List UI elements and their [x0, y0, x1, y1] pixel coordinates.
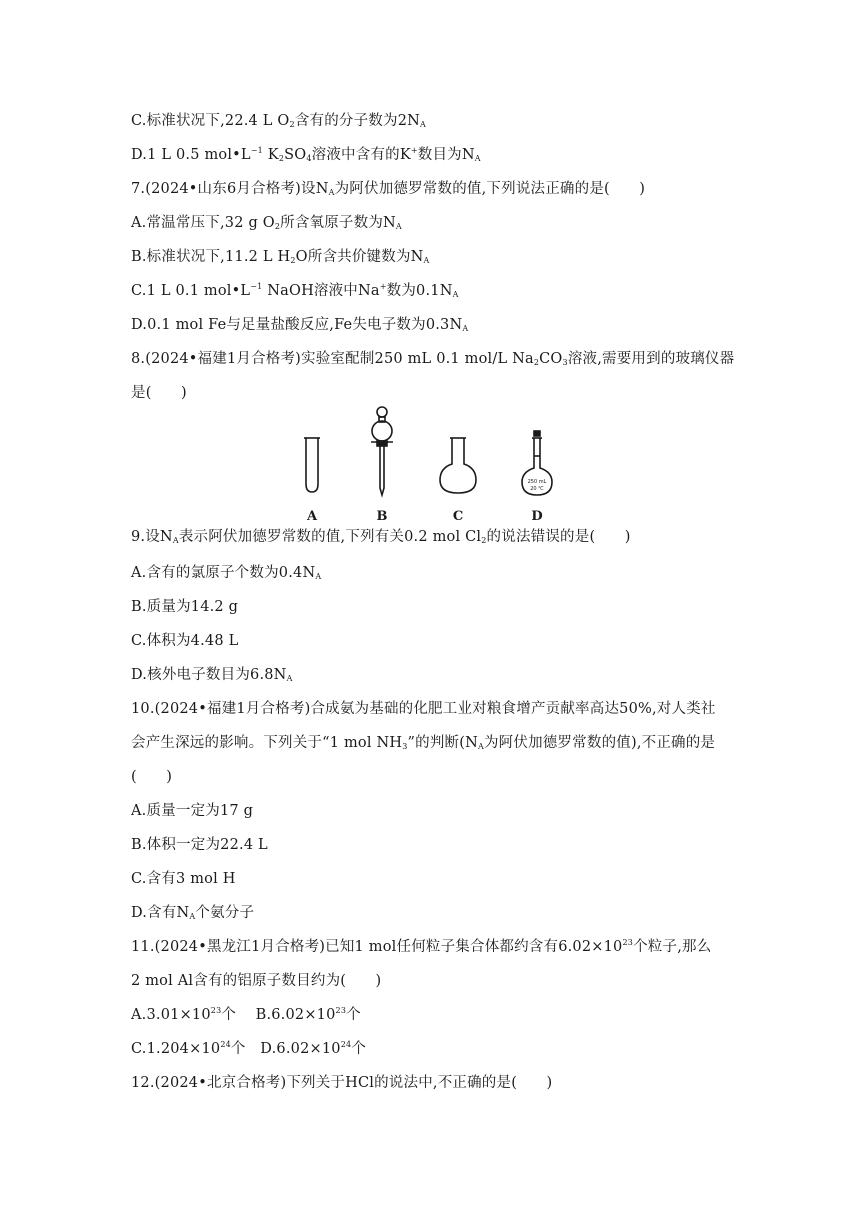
options-11cd: $C.1.204\times 10^{24}$个 $D.6.02\times 10^{24}$个	[131, 1040, 367, 1057]
flask-temp-label: 20 ℃	[530, 486, 544, 492]
question-8-cont: 是( )	[131, 385, 187, 401]
glassware-figure	[290, 400, 570, 525]
question-10: 10.(2024•福建1月合格考)合成氨为基础的化肥工业对粮食增产贡献率高达50%,对人类社	[131, 701, 716, 717]
option-7d: D.0.1 mol Fe与足量盐酸反应,Fe失电子数为$0.3N_A$	[131, 317, 469, 333]
option-10b: B.体积一定为22.4 L	[131, 837, 268, 853]
test-tube-icon	[304, 438, 320, 492]
option-9b: B.质量为14.2 g	[131, 599, 239, 615]
option-7b: B.标准状况下,11.2 L $H_2O$所含共价键数为$N_A$	[131, 249, 430, 265]
question-11: 11.(2024•黑龙江1月合格考)已知1 mol任何粒子集合体都约含有$6.02\times 10^{23}$个粒子,那么	[131, 938, 712, 955]
question-7: 7.(2024•山东6月合格考)设$N_A$为阿伏加德罗常数的值,下列说法正确的是( )	[131, 181, 646, 197]
question-10-cont2: ( )	[131, 769, 173, 785]
glassware-illustration	[290, 400, 570, 525]
options-11ab: $A.3.01\times 10^{23}$个 $B.6.02\times 10^{23}$个	[131, 1006, 361, 1023]
option-10a: A.质量一定为17 g	[131, 803, 254, 819]
flask-icon	[440, 438, 476, 493]
option-9a: A.含有的氯原子个数为$0.4N_A$	[131, 565, 322, 581]
question-9: 9.设$N_A$表示阿伏加德罗常数的值,下列有关0.2 mol $Cl_2$的说法错误的是( )	[131, 529, 631, 545]
flask-volume-label: 250 mL	[527, 479, 547, 485]
option-9c: C.体积为4.48 L	[131, 633, 239, 649]
option-7c: C.1 L 0.1 $mol•L^{-1}$ NaOH溶液中Na+数为$0.1N_A$	[131, 282, 459, 299]
option-10c: C.含有3 mol H	[131, 871, 236, 887]
question-11-cont: 2 mol Al含有的铝原子数目约为( )	[131, 973, 382, 989]
option-10d: D.含有$N_A$个氨分子	[131, 905, 255, 921]
label-c: C	[452, 509, 464, 524]
question-12: 12.(2024•北京合格考)下列关于HCl的说法中,不正确的是( )	[131, 1075, 553, 1091]
separatory-funnel-icon	[371, 407, 393, 495]
option-6c: C.标准状况下,22.4 L $O_2$含有的分子数为$2N_A$	[131, 113, 427, 129]
label-b: B	[376, 509, 388, 524]
option-9d: D.核外电子数目为$6.8N_A$	[131, 667, 293, 683]
label-a: A	[306, 509, 318, 524]
question-10-cont: 会产生深远的影响。下列关于“1 mol $NH_3$”的判断($N_A$为阿伏加德罗常数的值),不正确的是	[131, 735, 716, 751]
option-6d: D.1 L 0.5 $mol•L^{-1}$ $K_2SO_4$溶液中含有的K+数目为$N_A$	[131, 146, 481, 163]
label-d: D	[531, 509, 543, 524]
option-7a: A.常温常压下,32 g $O_2$所含氧原子数为$N_A$	[131, 215, 402, 231]
question-8: 8.(2024•福建1月合格考)实验室配制250 mL 0.1 mol/L $Na_2CO_3$溶液,需要用到的玻璃仪器	[131, 351, 735, 367]
